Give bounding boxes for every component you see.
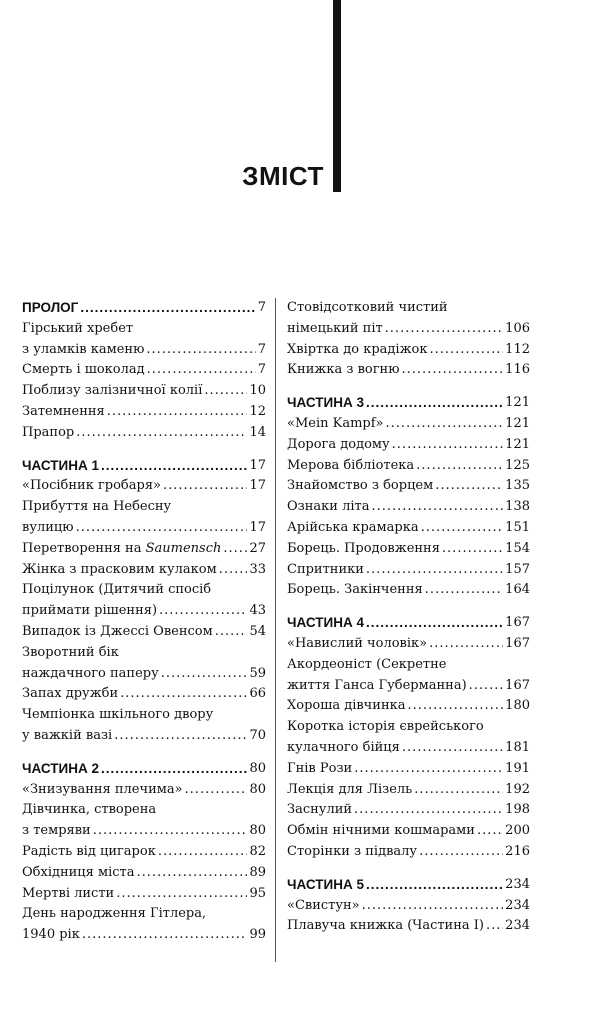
toc-entry[interactable]	[287, 435, 530, 456]
toc-entry[interactable]	[22, 842, 266, 863]
toc-entry[interactable]	[287, 800, 530, 821]
page-number: 82	[249, 843, 266, 859]
toc-entry[interactable]	[287, 476, 530, 497]
page-number: 135	[505, 478, 530, 494]
page-number: 151	[505, 519, 530, 535]
entry-title-line: Випадок із Джессі Овенсом	[22, 623, 213, 639]
entry-title-line: з уламків каменю	[22, 341, 145, 357]
entry-row	[22, 518, 266, 539]
entry-title-line: Стовідсотковий чистий	[287, 300, 448, 315]
section-heading[interactable]	[22, 298, 266, 319]
dot-leader	[161, 664, 248, 685]
dot-leader	[407, 696, 503, 717]
toc-entry[interactable]	[287, 456, 530, 477]
dot-leader	[76, 518, 248, 539]
entry-title-line: Поцілунок (Дитячий спосіб	[22, 582, 212, 598]
page-number: 59	[249, 665, 266, 681]
entry-title-line: Сторінки з підвалу	[287, 843, 418, 859]
entry-row	[287, 476, 530, 497]
entry-row	[22, 539, 266, 560]
dot-leader	[416, 456, 503, 477]
dot-leader	[402, 738, 503, 759]
page-number: 180	[505, 698, 530, 714]
entry-row	[22, 423, 266, 444]
dot-leader	[159, 601, 247, 622]
toc-entry[interactable]	[22, 705, 266, 747]
entry-row	[287, 560, 530, 581]
page-number: 14	[249, 424, 266, 440]
page-number: 54	[249, 623, 266, 639]
entry-row	[22, 360, 266, 381]
entry-title-line: Перетворення на Saumensch	[22, 540, 222, 556]
entry-row	[287, 319, 530, 340]
entry-row	[287, 456, 530, 477]
toc-entry[interactable]	[22, 884, 266, 905]
entry-title-line: Поблизу залізничної колії	[22, 383, 203, 399]
page-number: 191	[505, 760, 530, 776]
toc-entry[interactable]	[22, 863, 266, 884]
page-number: 200	[505, 823, 530, 839]
page-number: 70	[249, 727, 266, 743]
entry-title-line: Дівчинка, створена	[22, 802, 157, 818]
page-number: 125	[505, 457, 530, 473]
dot-leader	[486, 916, 503, 937]
column-divider	[275, 298, 276, 962]
entry-row	[287, 360, 530, 381]
dot-leader	[371, 497, 503, 518]
page-number: 154	[505, 540, 530, 556]
dot-leader	[158, 842, 248, 863]
entry-row	[22, 601, 266, 622]
toc-entry[interactable]	[287, 518, 530, 539]
dot-leader	[392, 435, 504, 456]
dot-leader	[442, 539, 503, 560]
toc-entry[interactable]	[22, 360, 266, 381]
entry-title-line: Радість від цигарок	[22, 843, 156, 859]
section-heading-label: ЧАСТИНА 3	[287, 395, 365, 411]
page-number: 95	[249, 885, 266, 901]
entry-title-line: Акордеоніст (Секретне	[287, 656, 447, 672]
page-number: 17	[249, 478, 266, 494]
entry-title-line: Запах дружби	[22, 686, 119, 702]
entry-title-line: Заснулий	[287, 802, 353, 818]
entry-row	[22, 726, 266, 747]
entry-title-line: приймати рішення)	[22, 603, 158, 619]
entry-title-line: кулачного бійця	[287, 739, 400, 755]
toc-entry[interactable]	[22, 402, 266, 423]
toc-section	[287, 613, 530, 863]
dot-leader	[435, 476, 503, 497]
entry-title-line: вулицю	[22, 519, 74, 535]
section-heading[interactable]	[22, 456, 266, 477]
entry-title-line: Коротка історія єврейського	[287, 719, 484, 735]
toc-entry[interactable]	[287, 759, 530, 780]
toc-entry[interactable]	[287, 340, 530, 361]
section-heading[interactable]	[22, 759, 266, 780]
dot-leader	[219, 560, 248, 581]
toc-entry[interactable]	[287, 634, 530, 655]
toc-entry[interactable]	[287, 298, 530, 340]
toc-entry[interactable]	[22, 560, 266, 581]
section-heading-label: ЧАСТИНА 5	[287, 876, 365, 892]
entry-title-line: «Посібник гробаря»	[22, 478, 161, 494]
toc-entry[interactable]	[287, 360, 530, 381]
dot-leader	[120, 684, 247, 705]
entry-row	[287, 696, 530, 717]
page-number: 234	[505, 897, 530, 913]
section-heading-label: ЧАСТИНА 1	[22, 457, 100, 473]
toc-entry[interactable]	[22, 539, 266, 560]
entry-row	[22, 925, 266, 946]
entry-row	[22, 340, 266, 361]
dot-leader	[107, 402, 248, 423]
dot-leader	[414, 780, 503, 801]
dot-leader	[223, 539, 247, 560]
entry-row	[287, 518, 530, 539]
dot-leader	[386, 414, 504, 435]
page-number: 116	[505, 362, 530, 378]
toc-entry[interactable]	[22, 904, 266, 946]
page-number: 7	[257, 300, 266, 315]
page-number: 17	[249, 519, 266, 535]
entry-title-line: у важкій вазі	[22, 727, 113, 743]
page-number: 167	[505, 635, 530, 651]
entry-row	[22, 664, 266, 685]
entry-row	[22, 842, 266, 863]
dot-leader	[366, 393, 503, 414]
entry-title-line: «Навислий чоловік»	[287, 635, 428, 651]
dot-leader	[366, 875, 503, 896]
entry-row	[287, 759, 530, 780]
entry-title-line: Борець. Закінчення	[287, 582, 423, 598]
entry-title-line: Гірський хребет	[22, 320, 134, 336]
toc-entry[interactable]	[22, 643, 266, 685]
entry-title-line: Чемпіонка шкільного двору	[22, 707, 214, 723]
entry-title-line: з темряви	[22, 823, 91, 839]
entry-title-line: Прапор	[22, 424, 75, 440]
dot-leader	[419, 842, 503, 863]
dot-leader	[82, 925, 248, 946]
dot-leader	[114, 726, 247, 747]
entry-title-line: Плавуча книжка (Частина I)	[287, 918, 484, 934]
entry-title-line: Дорога додому	[287, 436, 390, 452]
dot-leader	[101, 759, 247, 780]
toc-section	[287, 875, 530, 937]
page-number: 181	[505, 739, 530, 755]
dot-leader	[93, 821, 248, 842]
toc-entry[interactable]	[287, 655, 530, 697]
page-number: 234	[505, 876, 530, 892]
entry-title-line: Книжка з вогню	[287, 362, 400, 378]
page-number: 27	[249, 540, 266, 556]
toc-entry[interactable]	[287, 842, 530, 863]
toc-entry[interactable]	[22, 423, 266, 444]
entry-title-line: наждачного паперу	[22, 665, 159, 681]
toc-section	[22, 298, 266, 444]
toc-section	[287, 298, 530, 381]
page-number: 164	[505, 582, 530, 598]
toc-entry[interactable]	[22, 684, 266, 705]
toc-column-left	[22, 298, 266, 958]
page-number: 121	[505, 395, 530, 411]
dot-leader	[402, 360, 504, 381]
entry-title-line: німецький піт	[287, 320, 383, 336]
section-heading-label: ПРОЛОГ	[22, 300, 79, 315]
dot-leader	[429, 634, 503, 655]
page-number: 33	[249, 561, 266, 577]
entry-title-line: Затемнення	[22, 403, 105, 419]
entry-row	[287, 821, 530, 842]
entry-title-line: День народження Гітлера,	[22, 906, 207, 922]
page-number: 80	[249, 823, 266, 839]
toc-entry[interactable]	[22, 580, 266, 622]
page-number: 121	[505, 436, 530, 452]
entry-row	[22, 476, 266, 497]
entry-row	[287, 896, 530, 917]
entry-title-line: Прибуття на Небесну	[22, 499, 172, 515]
entry-row	[22, 622, 266, 643]
toc-section	[22, 759, 266, 946]
toc-entry[interactable]	[22, 780, 266, 801]
toc-entry[interactable]	[287, 414, 530, 435]
toc-section	[287, 393, 530, 601]
toc-entry[interactable]	[22, 800, 266, 842]
dot-leader	[366, 613, 503, 634]
dot-leader	[425, 580, 503, 601]
entry-title-line: Борець. Продовження	[287, 540, 440, 556]
entry-row	[287, 676, 530, 697]
section-heading-label: ЧАСТИНА 4	[287, 615, 365, 631]
page-number: 167	[505, 677, 530, 693]
entry-row	[22, 402, 266, 423]
page-number: 43	[249, 603, 266, 619]
section-heading[interactable]	[287, 875, 530, 896]
dot-leader	[185, 780, 248, 801]
entry-row	[287, 414, 530, 435]
dot-leader	[477, 821, 503, 842]
page-number: 89	[249, 864, 266, 880]
toc-entry[interactable]	[287, 717, 530, 759]
entry-title-line: Обхідниця міста	[22, 864, 135, 880]
dot-leader	[137, 863, 248, 884]
toc-entry[interactable]	[287, 497, 530, 518]
entry-title-line: Спритники	[287, 561, 364, 577]
toc-entry[interactable]	[287, 780, 530, 801]
page-number: 17	[249, 457, 266, 473]
dot-leader	[430, 340, 504, 361]
entry-title-foreign-word: Saumensch	[145, 540, 222, 556]
dot-leader	[469, 676, 504, 697]
entry-row	[22, 381, 266, 402]
toc-entry[interactable]	[287, 821, 530, 842]
entry-title-line: «Свистун»	[287, 897, 360, 913]
entry-title-line: Знайомство з борцем	[287, 478, 434, 494]
entry-row	[287, 780, 530, 801]
entry-title-line: 1940 рік	[22, 927, 80, 943]
dot-leader	[362, 896, 504, 917]
entry-title-line: Гнів Рози	[287, 760, 353, 776]
entry-title-line: життя Ганса Губерманна)	[287, 677, 467, 693]
toc-entry[interactable]	[287, 696, 530, 717]
page-number: 99	[249, 927, 266, 943]
page-number: 80	[249, 781, 266, 797]
toc-entry[interactable]	[22, 381, 266, 402]
entry-title-line: Смерть і шоколад	[22, 362, 145, 378]
entry-row	[287, 580, 530, 601]
dot-leader	[354, 800, 503, 821]
entry-row	[287, 539, 530, 560]
dot-leader	[421, 518, 504, 539]
entry-title-line: Лекція для Лізель	[287, 781, 413, 797]
entry-title-line: Хороша дівчинка	[287, 698, 406, 714]
page-number: 106	[505, 320, 530, 336]
entry-title-line: Жінка з прасковим кулаком	[22, 561, 217, 577]
entry-row	[22, 560, 266, 581]
page-number: 7	[257, 362, 266, 378]
dot-leader	[76, 423, 247, 444]
toc-entry[interactable]	[287, 539, 530, 560]
entry-row	[287, 340, 530, 361]
toc-entry[interactable]	[22, 622, 266, 643]
entry-row	[22, 780, 266, 801]
dot-leader	[147, 360, 256, 381]
dot-leader	[354, 759, 503, 780]
page-number: 167	[505, 615, 530, 631]
entry-title-line: Хвіртка до крадіжок	[287, 341, 428, 357]
dot-leader	[80, 298, 255, 319]
page-number: 121	[505, 415, 530, 431]
page-number: 192	[505, 781, 530, 797]
toc-entry[interactable]	[287, 560, 530, 581]
dot-leader	[204, 381, 247, 402]
entry-row	[287, 738, 530, 759]
toc-entry[interactable]	[22, 476, 266, 497]
dot-leader	[366, 560, 503, 581]
toc-column-right	[287, 298, 530, 949]
dot-leader	[101, 456, 247, 477]
toc-entry[interactable]	[287, 916, 530, 937]
entry-title-line: Зворотний бік	[22, 644, 119, 660]
page-number: 10	[249, 383, 266, 399]
page-number: 7	[257, 341, 266, 357]
entry-row	[22, 684, 266, 705]
page-title: ЗМІСТ	[242, 161, 324, 191]
section-heading[interactable]	[287, 613, 530, 634]
toc-entry[interactable]	[22, 497, 266, 539]
page-number: 12	[249, 403, 266, 419]
entry-row	[287, 497, 530, 518]
entry-row	[287, 435, 530, 456]
dot-leader	[163, 476, 247, 497]
dot-leader	[215, 622, 248, 643]
entry-row	[287, 800, 530, 821]
section-heading[interactable]	[287, 393, 530, 414]
toc-section	[22, 456, 266, 747]
toc-entry[interactable]	[287, 896, 530, 917]
entry-title-line: Мерова бібліотека	[287, 457, 415, 473]
entry-title-line: Ознаки літа	[287, 499, 370, 515]
entry-row	[287, 916, 530, 937]
entry-title-line: Арійська крамарка	[287, 519, 419, 535]
entry-title-line: Мертві листи	[22, 885, 115, 901]
dot-leader	[146, 340, 255, 361]
page-number: 112	[505, 341, 530, 357]
page-number: 80	[249, 760, 266, 776]
page-number: 157	[505, 561, 530, 577]
page-number: 198	[505, 802, 530, 818]
section-heading-label: ЧАСТИНА 2	[22, 760, 100, 776]
entry-title-line: Обмін нічними кошмарами	[287, 823, 475, 839]
dot-leader	[385, 319, 504, 340]
entry-title-line: «Mein Kampf»	[287, 415, 384, 431]
entry-row	[22, 863, 266, 884]
toc-entry[interactable]	[22, 319, 266, 361]
entry-title-line: «Знизування плечима»	[22, 781, 183, 797]
entry-row	[22, 821, 266, 842]
entry-row	[287, 634, 530, 655]
entry-row	[287, 842, 530, 863]
dot-leader	[116, 884, 247, 905]
page-number: 234	[505, 918, 530, 934]
page-number: 216	[505, 843, 530, 859]
toc-entry[interactable]	[287, 580, 530, 601]
page-number: 66	[249, 686, 266, 702]
page-number: 138	[505, 499, 530, 515]
entry-row	[22, 884, 266, 905]
